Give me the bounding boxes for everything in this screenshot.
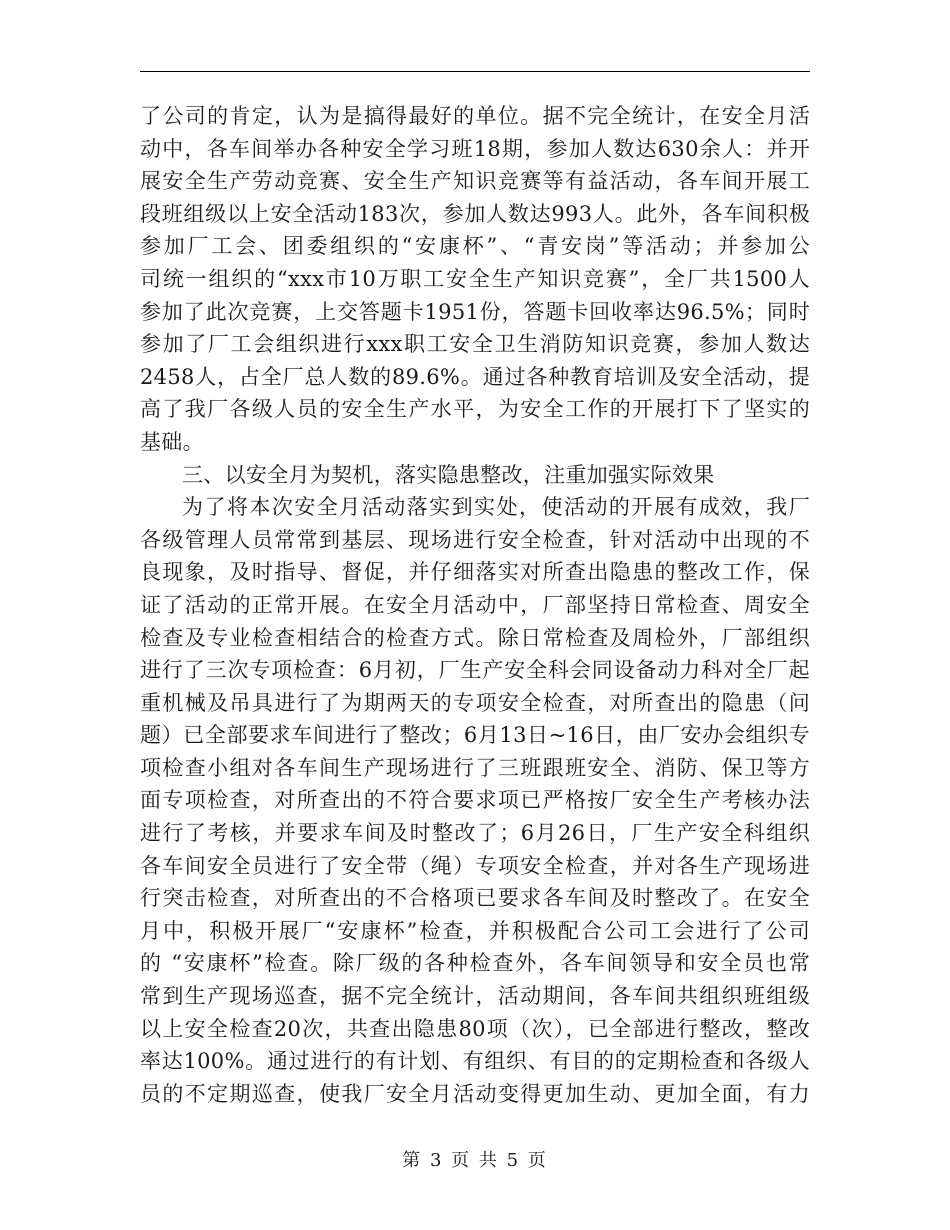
text-line: 良现象，及时指导、督促，并仔细落实对所查出隐患的整改工作，保 [140, 560, 810, 585]
text-line: 进行了考核，并要求车间及时整改了；6月26日，厂生产安全科组织 [140, 821, 810, 846]
text-line: 司统一组织的“xxx市10万职工安全生产知识竞赛”，全厂共1500人 [140, 266, 810, 291]
text-line: 参加了厂工会组织进行xxx职工安全卫生消防知识竞赛，参加人数达 [140, 332, 810, 357]
page-footer: 第 3 页 共 5 页 [402, 1150, 548, 1171]
header-rule [140, 71, 810, 72]
text-line: 员的不定期巡查，使我厂安全月活动变得更加生动、更加全面，有力 [140, 1081, 810, 1106]
text-line: 常到生产现场巡查，据不完全统计，活动期间，各车间共组织班组级 [140, 984, 810, 1009]
paragraph-1 [140, 100, 810, 459]
text-line: 段班组级以上安全活动183次，参加人数达993人。此外，各车间积极 [140, 201, 810, 226]
text-line: 2458人，占全厂总人数的89.6%。通过各种教育培训及安全活动，提 [140, 364, 810, 389]
text-line: 重机械及吊具进行了为期两天的专项安全检查，对所查出的隐患（问 [140, 690, 810, 715]
text-line: 证了活动的正常开展。在安全月活动中，厂部坚持日常检查、周安全 [140, 592, 810, 617]
text-line: 项检查小组对各车间生产现场进行了三班跟班安全、消防、保卫等方 [140, 755, 810, 780]
text-line: 月中，积极开展厂“安康杯”检查，并积极配合公司工会进行了公司 [140, 918, 810, 943]
text-line: 各级管理人员常常到基层、现场进行安全检查，针对活动中出现的不 [140, 527, 810, 552]
section-heading: 三、以安全月为契机，落实隐患整改，注重加强实际效果 [182, 462, 715, 487]
text-line: 基础。 [140, 429, 204, 454]
text-line: 面专项检查，对所查出的不符合要求项已严格按厂安全生产考核办法 [140, 788, 810, 813]
document-body [140, 100, 810, 1110]
text-line: 为了将本次安全月活动落实到实处，使活动的开展有成效，我厂 [182, 495, 810, 520]
text-line: 的 “安康杯”检查。除厂级的各种检查外，各车间领导和安全员也常 [140, 951, 810, 976]
text-line: 高了我厂各级人员的安全生产水平，为安全工作的开展打下了坚实的 [140, 397, 810, 422]
text-line: 展安全生产劳动竞赛、安全生产知识竞赛等有益活动，各车间开展工 [140, 169, 810, 194]
text-line: 进行了三次专项检查：6月初，厂生产安全科会同设备动力科对全厂起 [140, 658, 810, 683]
text-line: 行突击检查，对所查出的不合格项已要求各车间及时整改了。在安全 [140, 886, 810, 911]
text-line: 题）已全部要求车间进行了整改；6月13日~16日，由厂安办会组织专 [140, 723, 810, 748]
text-line: 动中，各车间举办各种安全学习班18期，参加人数达630余人：并开 [140, 136, 810, 161]
paragraph-2 [140, 491, 810, 1110]
text-line: 率达100%。通过进行的有计划、有组织、有目的的定期检查和各级人 [140, 1049, 810, 1074]
text-line: 以上安全检查20次，共查出隐患80项（次），已全部进行整改，整改 [140, 1016, 810, 1041]
text-line: 参加厂工会、团委组织的“安康杯”、“青安岗”等活动；并参加公 [140, 234, 810, 259]
text-line: 检查及专业检查相结合的检查方式。除日常检查及周检外，厂部组织 [140, 625, 810, 650]
text-line: 了公司的肯定，认为是搞得最好的单位。据不完全统计，在安全月活 [140, 104, 810, 128]
text-line: 参加了此次竞赛，上交答题卡1951份，答题卡回收率达96.5%；同时 [140, 299, 810, 324]
text-line: 各车间安全员进行了安全带（绳）专项安全检查，并对各生产现场进 [140, 853, 810, 878]
